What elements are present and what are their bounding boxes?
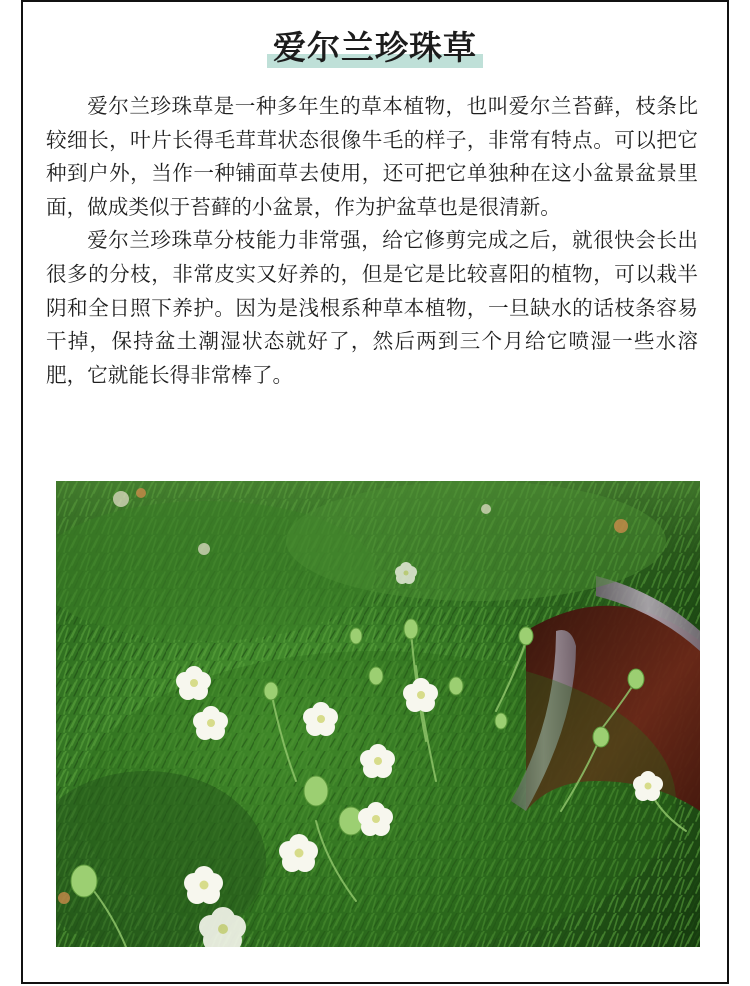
article-body (46, 90, 698, 392)
irish-moss-photo-illustration (56, 481, 700, 947)
title-section (0, 26, 750, 70)
article-paragraph-2: 爱尔兰珍珠草分枝能力非常强，给它修剪完成之后，就很快会长出很多的分枝，非常皮实又好养的，但是它是比较喜阳的植物，可以栽半阴和全日照下养护。因为是浅根系种草本植物，一旦缺水的话枝条容易干掉，保持盆土潮湿状态就好了，然后两到三个月给它喷湿一些水溶肥，它就能长得非常棒了。 (46, 228, 698, 387)
article-paragraph-1: 爱尔兰珍珠草是一种多年生的草本植物，也叫爱尔兰苔藓，枝条比较细长，叶片长得毛茸茸状态很像牛毛的样子，非常有特点。可以把它种到户外，当作一种铺面草去使用，还可把它单独种在这小盆景盆景里面，做成类似于苔藓的小盆景，作为护盆草也是很清新。 (46, 94, 698, 219)
plant-photo (56, 481, 700, 947)
page-title-text: 爱尔兰珍珠草 (273, 28, 477, 67)
page-title (267, 26, 483, 70)
